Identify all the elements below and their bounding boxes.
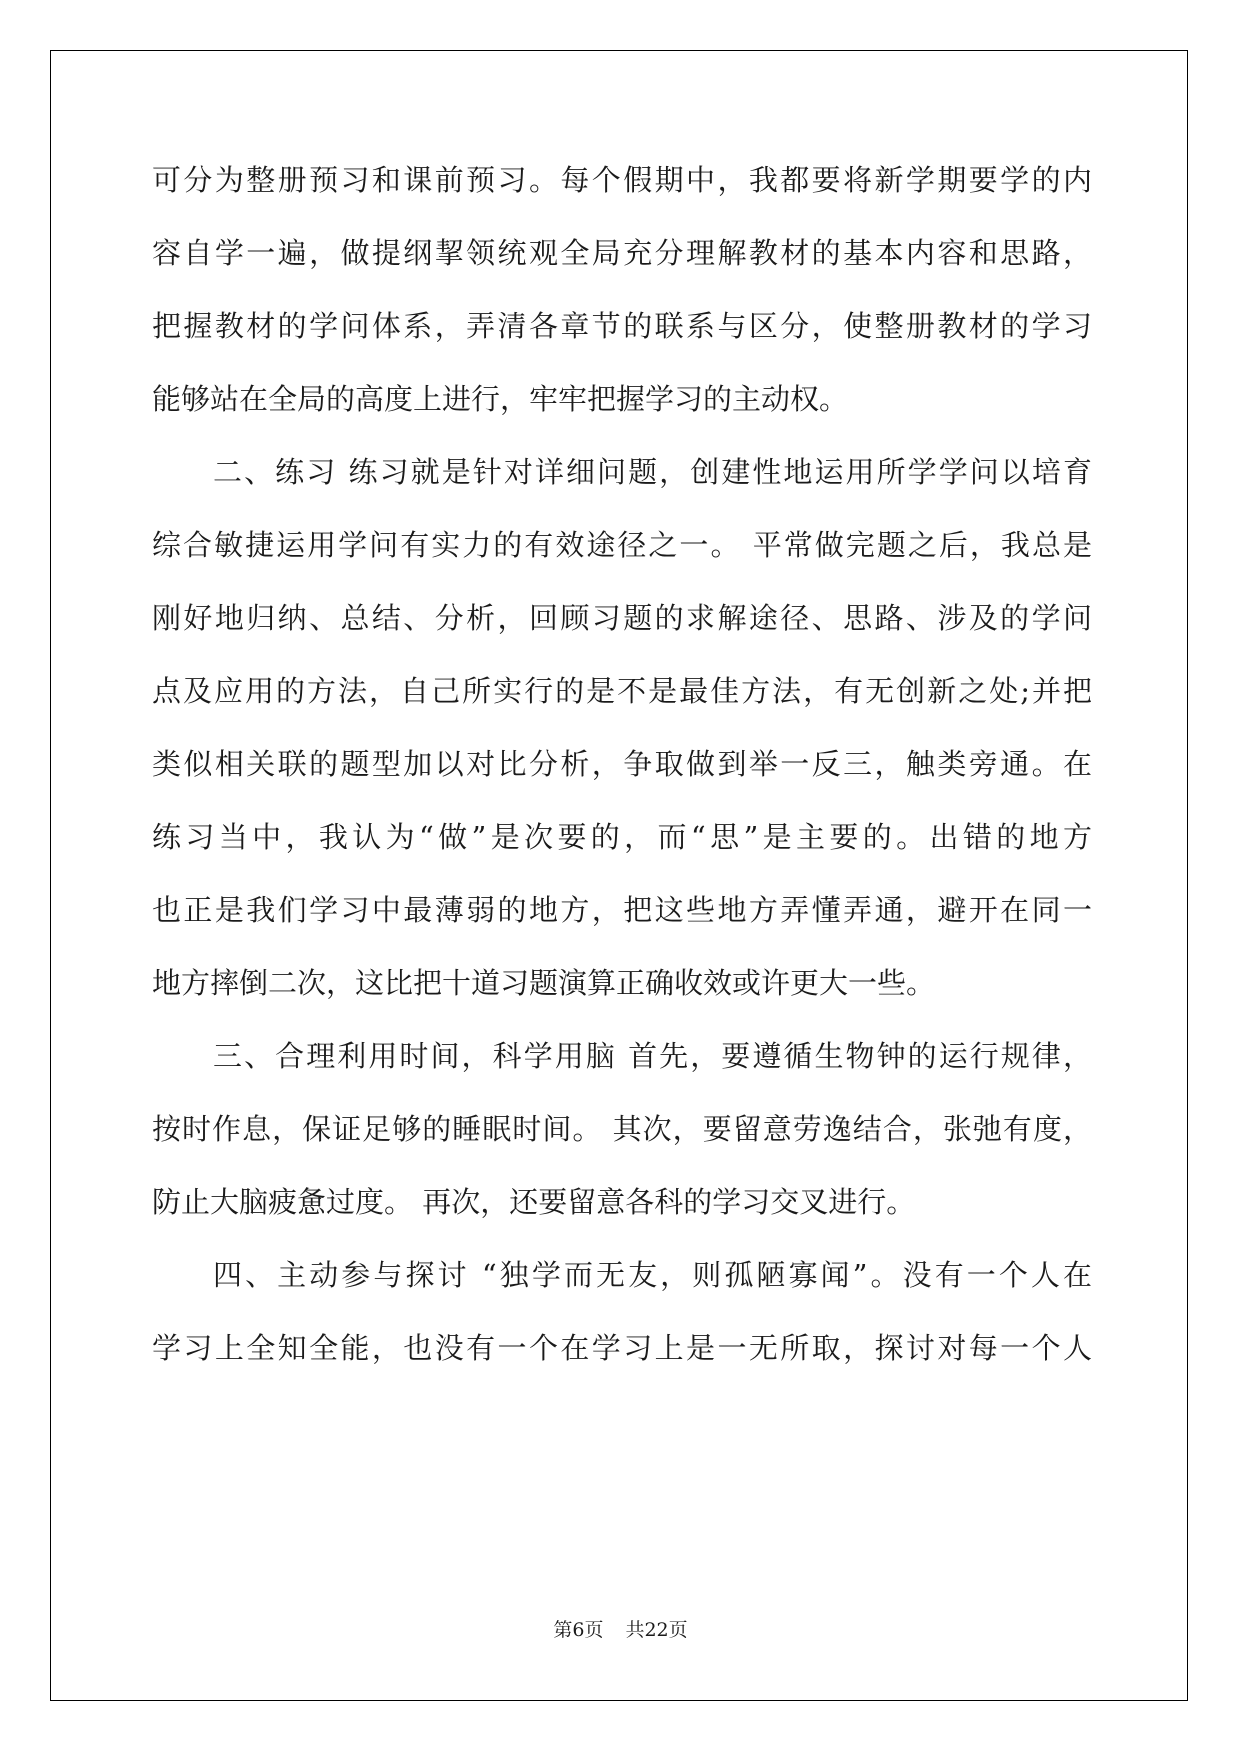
body-line: 点及应用的方法，自己所实行的是不是最佳方法，有无创新之处;并把: [152, 674, 1092, 708]
body-line: 练习当中，我认为“做”是次要的，而“思”是主要的。出错的地方: [152, 820, 1092, 854]
body-line: 按时作息，保证足够的睡眠时间。 其次，要留意劳逸结合，张弛有度，: [152, 1112, 1092, 1146]
body-line: 三、合理利用时间，科学用脑 首先，要遵循生物钟的运行规律，: [213, 1039, 1092, 1073]
body-line: 学习上全知全能，也没有一个在学习上是一无所取，探讨对每一个人: [152, 1331, 1092, 1365]
body-line: 综合敏捷运用学问有实力的有效途径之一。 平常做完题之后，我总是: [152, 528, 1092, 562]
page-number: 第6页: [553, 1619, 604, 1641]
body-line: 能够站在全局的高度上进行，牢牢把握学习的主动权。: [152, 382, 849, 416]
page-total: 共22页: [625, 1619, 688, 1641]
body-line: 防止大脑疲惫过度。 再次，还要留意各科的学习交叉进行。: [152, 1185, 916, 1219]
page-footer: [0, 1618, 1241, 1642]
page-border: [50, 50, 1188, 1701]
body-line: 刚好地归纳、总结、分析，回顾习题的求解途径、思路、涉及的学问: [152, 601, 1092, 635]
body-line: 二、练习 练习就是针对详细问题，创建性地运用所学学问以培育: [213, 455, 1092, 489]
body-line: 四、主动参与探讨 “独学而无友，则孤陋寡闻”。没有一个人在: [213, 1258, 1092, 1292]
body-line: 地方摔倒二次，这比把十道习题演算正确收效或许更大一些。: [152, 966, 936, 1000]
body-line: 容自学一遍，做提纲挈领统观全局充分理解教材的基本内容和思路，: [152, 236, 1092, 270]
body-line: 可分为整册预习和课前预习。每个假期中，我都要将新学期要学的内: [152, 163, 1092, 197]
body-line: 也正是我们学习中最薄弱的地方，把这些地方弄懂弄通，避开在同一: [152, 893, 1092, 927]
body-line: 类似相关联的题型加以对比分析，争取做到举一反三，触类旁通。在: [152, 747, 1092, 781]
body-line: 把握教材的学问体系，弄清各章节的联系与区分，使整册教材的学习: [152, 309, 1092, 343]
